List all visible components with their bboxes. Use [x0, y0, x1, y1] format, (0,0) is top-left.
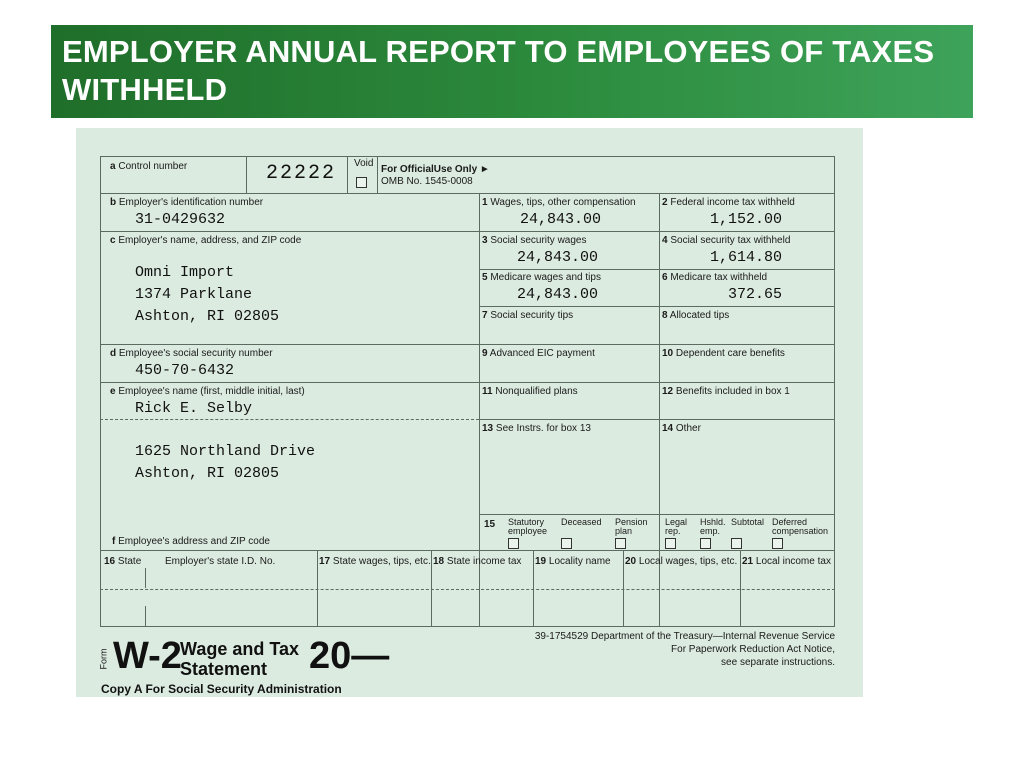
w2-form — [76, 128, 863, 697]
paperwork-line: For Paperwork Reduction Act Notice, — [671, 644, 835, 655]
employer-name-line-3: Ashton, RI 02805 — [135, 308, 280, 325]
form-year: 20— — [309, 635, 390, 677]
box-17-label: 17 State wages, tips, etc. — [319, 556, 431, 567]
employee-address-line-1: 1625 Northland Drive — [135, 443, 316, 460]
deferred-label-2: compensation — [772, 526, 829, 536]
box-5-label: 5 Medicare wages and tips — [482, 272, 601, 283]
deferred-label-1: Deferred — [772, 517, 808, 527]
box-14-label: 14 Other — [662, 423, 701, 434]
box-11-label: 11 Nonqualified plans — [482, 386, 578, 397]
employer-id-label: b Employer's identification number — [110, 197, 264, 208]
copy-a-label: Copy A For Social Security Administration — [101, 682, 342, 696]
box-9-label: 9 Advanced EIC payment — [482, 348, 595, 359]
employee-address-label: f Employee's address and ZIP code — [112, 536, 270, 547]
deceased-checkbox[interactable] — [561, 538, 572, 549]
void-checkbox[interactable] — [356, 177, 367, 188]
subtotal-label: Subtotal — [731, 517, 765, 527]
statutory-label-2: employee — [508, 526, 548, 536]
statutory-label-1: Statutory — [508, 517, 545, 527]
box-12-label: 12 Benefits included in box 1 — [662, 386, 790, 397]
hshld-label-2: emp. — [700, 526, 721, 536]
box-4-label: 4 Social security tax withheld — [662, 235, 791, 246]
pension-plan-checkbox[interactable] — [615, 538, 626, 549]
footer-notice — [535, 630, 835, 669]
state-id-label: Employer's state I.D. No. — [165, 556, 276, 567]
employer-id-value: 31-0429632 — [135, 211, 226, 228]
legal-rep-label-2: rep. — [665, 526, 681, 536]
employee-name-value: Rick E. Selby — [135, 400, 253, 417]
omb-number: OMB No. 1545-0008 — [381, 176, 473, 187]
form-title-line-1: Wage and Tax — [180, 639, 300, 659]
box-13-label: 13 See Instrs. for box 13 — [482, 423, 591, 434]
instructions-line: see separate instructions. — [721, 657, 835, 668]
box-6-value: 372.65 — [728, 286, 783, 303]
deceased-label: Deceased — [561, 517, 602, 527]
box-2-label: 2 Federal income tax withheld — [662, 197, 795, 208]
box-18-label: 18 State income tax — [433, 556, 522, 567]
pension-label-2: plan — [615, 526, 633, 536]
form-word: Form — [98, 648, 109, 670]
box-15-label: 15 — [484, 519, 496, 530]
legal-rep-checkbox[interactable] — [665, 538, 676, 549]
page-title: EMPLOYER ANNUAL REPORT TO EMPLOYEES OF TAXES WITHHELD — [62, 34, 935, 107]
void-label: Void — [354, 158, 374, 169]
box-8-label: 8 Allocated tips — [662, 310, 730, 321]
box-5-value: 24,843.00 — [517, 286, 599, 303]
subtotal-checkbox[interactable] — [731, 538, 742, 549]
box-6-label: 6 Medicare tax withheld — [662, 272, 768, 283]
box-21-label: 21 Local income tax — [742, 556, 831, 567]
box-1-label: 1 Wages, tips, other compensation — [482, 197, 636, 208]
control-number-label: a Control number — [110, 161, 188, 172]
form-name: W-2 — [113, 635, 182, 677]
title-banner — [51, 25, 973, 118]
box-3-value: 24,843.00 — [517, 249, 599, 266]
box-20-label: 20 Local wages, tips, etc. — [625, 556, 738, 567]
box-4-value: 1,614.80 — [710, 249, 783, 266]
box-1-value: 24,843.00 — [520, 211, 602, 228]
box-3-label: 3 Social security wages — [482, 235, 587, 246]
dept-line: 39-1754529 Department of the Treasury—Internal Revenue Service — [534, 631, 835, 642]
employee-ssn-value: 450-70-6432 — [135, 362, 235, 379]
box-10-label: 10 Dependent care benefits — [662, 348, 785, 359]
legal-rep-label-1: Legal — [665, 517, 688, 527]
hshld-label-1: Hshld. — [700, 517, 726, 527]
deferred-compensation-checkbox[interactable] — [772, 538, 783, 549]
employer-name-line-2: 1374 Parklane — [135, 286, 253, 303]
box-19-label: 19 Locality name — [535, 556, 611, 567]
pension-label-1: Pension — [615, 517, 648, 527]
form-title-line-2: Statement — [180, 659, 268, 679]
employer-name-label: c Employer's name, address, and ZIP code — [110, 235, 302, 246]
box-7-label: 7 Social security tips — [482, 310, 574, 321]
hshld-emp-checkbox[interactable] — [700, 538, 711, 549]
employee-ssn-label: d Employee's social security number — [110, 348, 273, 359]
box-16-label: 16 State — [104, 556, 142, 567]
employee-name-label: e Employee's name (first, middle initial, last) — [110, 386, 305, 397]
official-use-label: For OfficialUse Only ► — [381, 164, 490, 175]
box-2-value: 1,152.00 — [710, 211, 783, 228]
statutory-employee-checkbox[interactable] — [508, 538, 519, 549]
employer-name-line-1: Omni Import — [135, 264, 235, 281]
employee-address-line-2: Ashton, RI 02805 — [135, 465, 280, 482]
control-number-value: 22222 — [266, 162, 337, 185]
